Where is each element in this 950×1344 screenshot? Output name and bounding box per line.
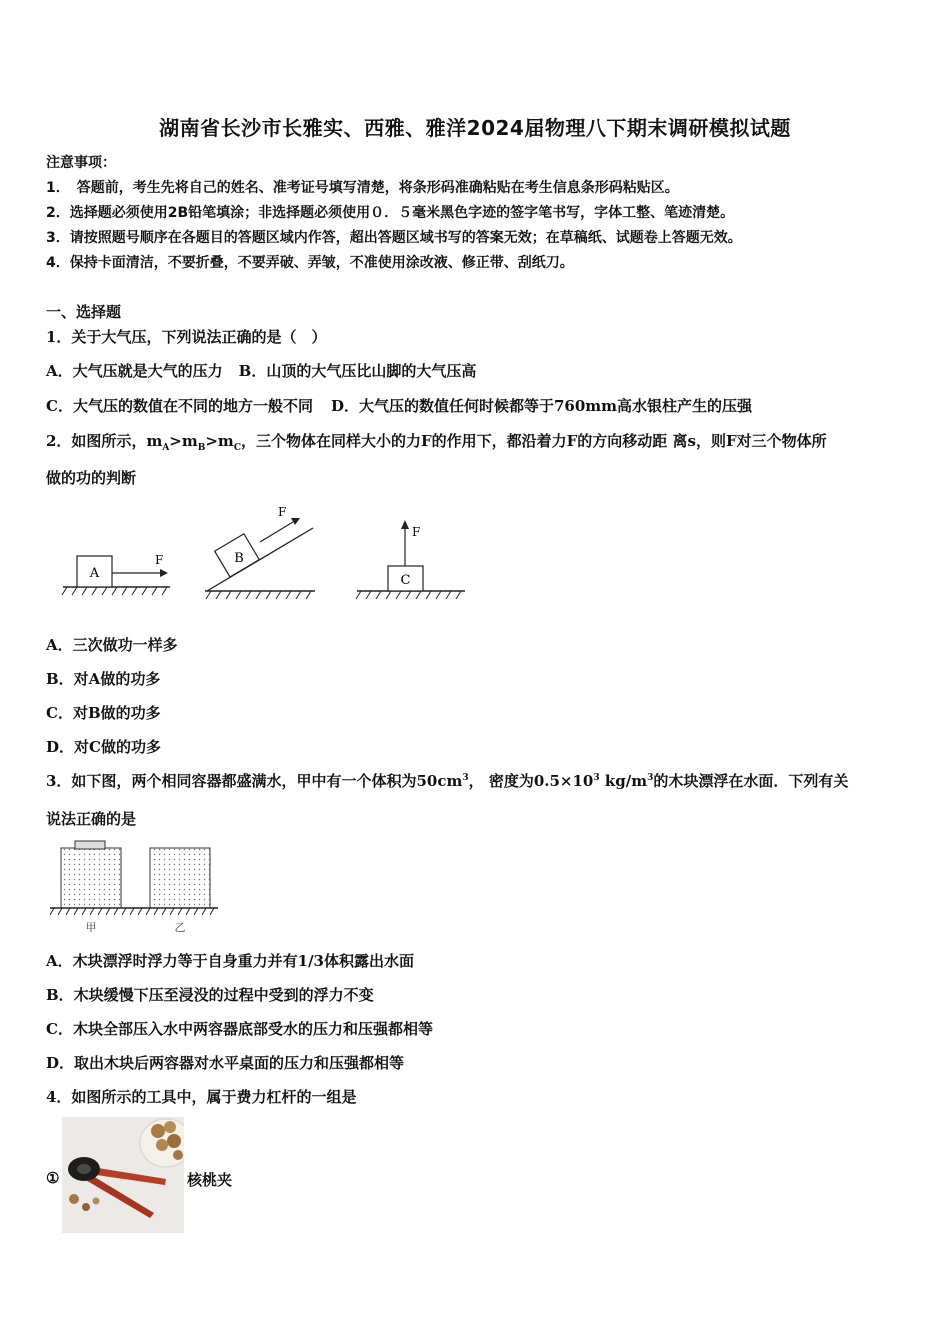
label-yi: 乙 — [174, 921, 186, 934]
container-yi — [150, 848, 210, 908]
container-jia — [61, 841, 121, 908]
figure-block-a — [62, 553, 170, 595]
q3-option-c: C．木块全部压入水中两容器底部受水的压力和压强都相等 — [46, 1020, 433, 1038]
q1-options-row2 — [46, 395, 752, 416]
q1-option-d: D．大气压的数值任何时候都等于760mm高水银柱产生的压强 — [330, 397, 753, 415]
block-c-label: C — [400, 573, 411, 588]
q1-option-a: A．大气压就是大气的压力 — [46, 362, 223, 380]
q1-option-c: C．大气压的数值在不同的地方一般不同 — [46, 397, 313, 415]
q4-item1-label: 核桃夹 — [187, 1171, 233, 1189]
q2-option-b: B．对A做的功多 — [46, 670, 161, 688]
section-heading: 一、选择题 — [46, 303, 122, 321]
q3-stem-line2: 说法正确的是 — [46, 810, 137, 828]
page-title: 湖南省长沙市长雅实、西雅、雅洋2024届物理八下期末调研模拟试题 — [159, 116, 791, 140]
label-jia: 甲 — [85, 921, 97, 934]
q2-figure — [55, 500, 475, 610]
force-arrow-b — [260, 522, 293, 542]
notice-item: 4．保持卡面清洁，不要折叠，不要弄破、弄皱，不准使用涂改液、修正带、刮纸刀。 — [46, 255, 574, 271]
q3-option-d: D．取出木块后两容器对水平桌面的压力和压强都相等 — [46, 1054, 405, 1072]
notice-heading: 注意事项： — [46, 155, 116, 171]
force-label-a: F — [155, 553, 164, 567]
force-label-b: F — [278, 505, 287, 519]
q2-stem: 2．如图所示，$m_A>m_B>m_C$，三个物体在同样大小的力F的作用下，都沿着力F的方向移动距 离s，则F对三个物体所 — [46, 432, 827, 453]
q3-option-b: B．木块缓慢下压至浸没的过程中受到的浮力不变 — [46, 986, 374, 1004]
q1-options-row1 — [46, 360, 476, 381]
q2-stem-line2: 做的功的判断 — [46, 469, 137, 487]
q1-option-b: B．山顶的大气压比山脚的大气压高 — [238, 362, 477, 380]
q2-option-a: A．三次做功一样多 — [46, 636, 178, 654]
notice-item: 3．请按照题号顺序在各题目的答题区域内作答，超出答题区域书写的答案无效；在草稿纸、试题卷上答题无效。 — [46, 230, 742, 246]
q4-stem: 4．如图所示的工具中，属于费力杠杆的一组是 — [46, 1088, 357, 1106]
force-label-c: F — [412, 525, 421, 539]
block-b-label: B — [234, 551, 244, 566]
figure-block-c — [356, 520, 465, 599]
q3-option-a: A．木块漂浮时浮力等于自身重力并有1/3体积露出水面 — [46, 952, 414, 970]
q3-stem: 3．如下图，两个相同容器都盛满水，甲中有一个体积为$50cm^3$， 密度为$0.5\times 10^3$ $kg/m^3$的木块漂浮在水面．下列有关 — [46, 772, 849, 790]
notice-item: 2．选择题必须使用2B铅笔填涂；非选择题必须使用０．５毫米黑色字迹的签字笔书写，字体工整、笔迹清楚。 — [46, 205, 735, 221]
figure-block-b — [205, 505, 315, 599]
walnut-cracker-photo — [62, 1117, 184, 1233]
q2-option-d: D．对C做的功多 — [46, 738, 161, 756]
q1-stem: 1．关于大气压，下列说法正确的是（ ） — [46, 328, 327, 346]
block-a-label: A — [89, 566, 100, 581]
q4-item1-number: ① — [46, 1169, 60, 1187]
notice-item: 1． 答题前，考生先将自己的姓名、准考证号填写清楚，将条形码准确粘贴在考生信息条形码粘贴区。 — [46, 180, 679, 196]
q3-figure — [48, 838, 223, 938]
wooden-block — [75, 841, 105, 849]
q2-option-c: C．对B做的功多 — [46, 704, 161, 722]
